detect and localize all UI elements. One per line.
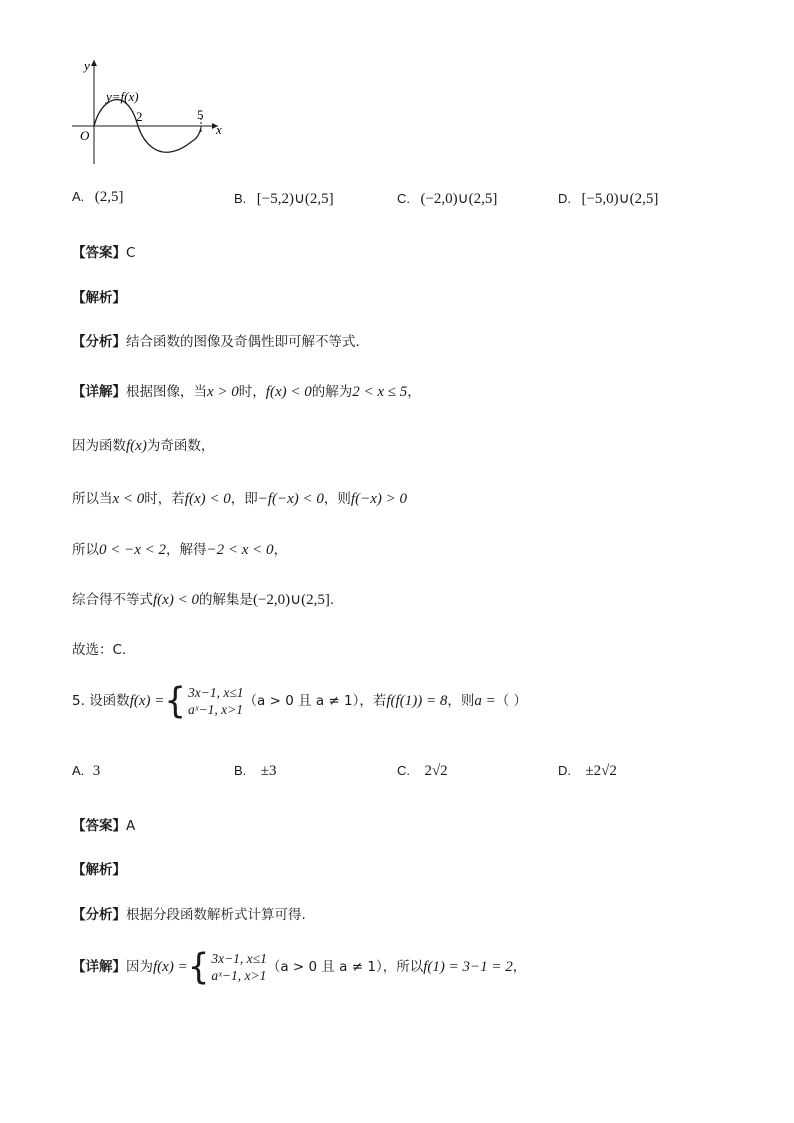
fenxi-text: 结合函数的图像及奇偶性即可解不等式. xyxy=(126,334,360,350)
text: 时， xyxy=(238,384,266,400)
option-text: ±3 xyxy=(260,763,277,779)
text: ， xyxy=(407,384,421,400)
text: ，解得 xyxy=(166,542,207,558)
answer-tag: 【答案】 xyxy=(72,245,126,261)
option-label: B. xyxy=(234,191,247,206)
text: 时，若 xyxy=(144,491,185,507)
q5-option-d xyxy=(558,763,617,780)
q4-option-b xyxy=(234,189,334,208)
text: ，则 xyxy=(323,491,351,507)
math: x > 0 xyxy=(207,384,239,400)
text: 根据图像，当 xyxy=(126,384,207,400)
answer-blank: （ ） xyxy=(495,693,527,709)
condition: （a > 0 且 a ≠ 1） xyxy=(243,693,360,709)
tick-label-5: 5 xyxy=(197,107,204,122)
math: f(x) < 0 xyxy=(265,384,312,400)
xiangjie-tag: 【详解】 xyxy=(72,384,126,400)
text: ，所以 xyxy=(382,959,424,975)
left-brace-icon: { xyxy=(164,680,187,722)
math: f(x) = xyxy=(129,693,165,709)
text: . xyxy=(329,592,335,608)
q4-line3 xyxy=(72,487,407,508)
option-text: ±2√2 xyxy=(585,763,617,779)
option-text: 3 xyxy=(92,763,101,779)
math: f(x) < 0 xyxy=(184,491,231,507)
math: f(x) < 0 xyxy=(153,592,199,608)
curve-label: y=f(x) xyxy=(106,89,139,104)
text: ，即 xyxy=(230,491,258,507)
option-text: (2,5] xyxy=(94,189,124,205)
option-text: [−5,2)∪(2,5] xyxy=(256,191,334,207)
q5-stem xyxy=(72,680,527,722)
case-1: 3x−1, x≤1 xyxy=(211,951,267,966)
answer-value: C xyxy=(126,245,136,261)
condition: （a > 0 且 a ≠ 1） xyxy=(266,959,383,975)
xiangjie-tag: 【详解】 xyxy=(72,959,126,975)
q4-option-d xyxy=(558,189,658,208)
text: 所以 xyxy=(72,542,99,558)
function-graph xyxy=(66,56,236,168)
q5-analysis-tag: 【解析】 xyxy=(72,862,126,878)
q4-line4 xyxy=(72,538,287,559)
math: −2 < x < 0 xyxy=(206,542,274,558)
q4-analysis-tag: 【解析】 xyxy=(72,290,126,306)
math: −f(−x) < 0 xyxy=(257,491,324,507)
answer-tag: 【答案】 xyxy=(72,818,126,834)
x-axis-label: x xyxy=(216,122,222,137)
text: 因为 xyxy=(126,959,153,975)
text: 的解集是 xyxy=(198,592,253,608)
math: a = xyxy=(474,693,496,709)
tick-label-2: 2 xyxy=(136,109,143,124)
q5-option-b xyxy=(234,763,276,780)
q4-line2 xyxy=(72,434,214,455)
option-label: A. xyxy=(72,189,85,204)
q5-fenxi xyxy=(72,903,306,923)
answer-value: A xyxy=(126,818,136,834)
origin-label: O xyxy=(80,128,90,143)
math: 2 < x ≤ 5 xyxy=(352,384,408,400)
text: 的解为 xyxy=(311,384,353,400)
q5-answer xyxy=(72,814,135,834)
question-number: 5. xyxy=(72,693,85,709)
text: ， xyxy=(512,959,527,975)
q4-answer xyxy=(72,241,135,261)
q5-option-c xyxy=(397,763,448,780)
option-label: C. xyxy=(397,763,410,778)
text: ，则 xyxy=(447,693,475,709)
fenxi-tag: 【分析】 xyxy=(72,907,126,923)
q4-xiangjie-line1 xyxy=(72,380,421,401)
case-2: aˣ−1, x>1 xyxy=(188,702,244,717)
math: 0 < −x < 2 xyxy=(99,542,167,558)
q4-option-c xyxy=(397,189,497,208)
math: f(x) = xyxy=(153,959,188,975)
text: 综合得不等式 xyxy=(72,592,153,608)
text: ，若 xyxy=(359,693,387,709)
option-text: [−5,0)∪(2,5] xyxy=(581,191,659,207)
q4-choose: 故选：C. xyxy=(72,642,127,658)
math: (−2,0)∪(2,5] xyxy=(252,592,330,608)
fenxi-tag: 【分析】 xyxy=(72,334,126,350)
q4-line5 xyxy=(72,588,334,609)
math: f(−x) > 0 xyxy=(350,491,407,507)
option-text: (−2,0)∪(2,5] xyxy=(420,191,498,207)
text: 为奇函数， xyxy=(146,438,215,454)
fenxi-text: 根据分段函数解析式计算可得. xyxy=(126,907,306,923)
q4-fenxi xyxy=(72,330,360,350)
q5-xiangjie xyxy=(72,946,527,988)
option-label: B. xyxy=(234,763,247,778)
q4-option-a xyxy=(72,189,124,206)
math: f(f(1)) = 8 xyxy=(386,693,448,709)
option-label: C. xyxy=(397,191,410,206)
math: f(x) xyxy=(126,438,147,454)
q5-option-a xyxy=(72,763,100,780)
text: ， xyxy=(273,542,288,558)
text: 因为函数 xyxy=(72,438,126,454)
y-axis-label: y xyxy=(84,58,90,73)
left-brace-icon: { xyxy=(187,946,210,988)
option-label: D. xyxy=(558,191,571,206)
text: 所以当 xyxy=(72,491,113,507)
option-label: A. xyxy=(72,763,85,778)
math: f(1) = 3−1 = 2 xyxy=(423,959,513,975)
piecewise-cases xyxy=(188,684,244,718)
text: 设函数 xyxy=(89,693,130,709)
option-label: D. xyxy=(558,763,571,778)
case-1: 3x−1, x≤1 xyxy=(188,685,244,700)
math: x < 0 xyxy=(112,491,145,507)
case-2: aˣ−1, x>1 xyxy=(211,968,267,983)
piecewise-cases xyxy=(211,950,267,984)
option-text: 2√2 xyxy=(424,763,448,779)
